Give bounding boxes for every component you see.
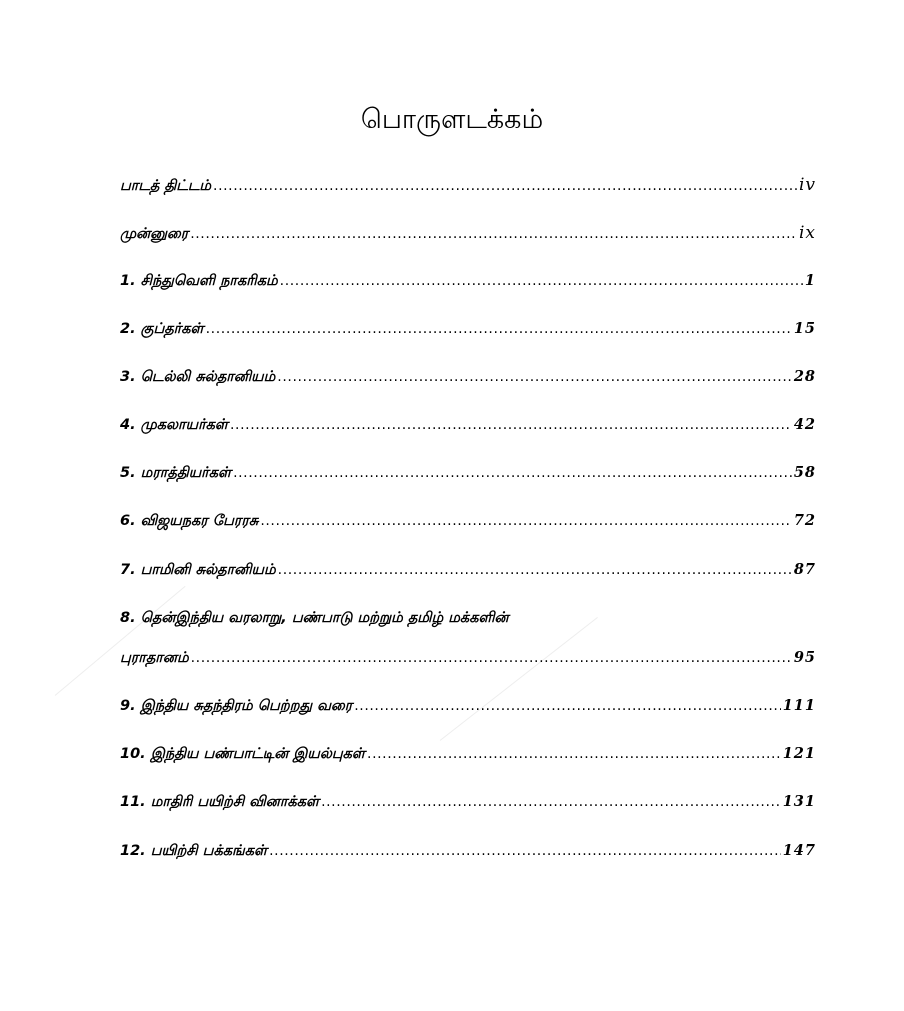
- toc-entry-label: 9. இந்திய சுதந்திரம் பெற்றது வரை: [120, 698, 353, 714]
- toc-entry-page: 121: [782, 745, 816, 762]
- toc-entry-chapter-5: [120, 458, 816, 488]
- toc-entry-page: 42: [793, 416, 816, 433]
- toc-entry-page: 131: [782, 793, 816, 810]
- toc-entry-page: 28: [793, 368, 816, 385]
- toc-entry-label: 2. குப்தர்கள்: [120, 321, 204, 337]
- dot-leader: [321, 787, 781, 817]
- toc-entry-label: 3. டெல்லி சுல்தானியம்: [120, 369, 276, 385]
- dot-leader: [269, 836, 781, 866]
- page-title: பொருளடக்கம்: [360, 104, 544, 135]
- toc-entry-label: 10. இந்திய பண்பாட்டின் இயல்புகள்: [120, 746, 366, 762]
- toc-entry-preface: [120, 218, 816, 248]
- toc-entry-chapter-2: [120, 314, 816, 344]
- toc-entry-chapter-3: [120, 362, 816, 392]
- toc-entry-chapter-7: [120, 555, 816, 585]
- toc-entry-page: 15: [793, 320, 816, 337]
- toc-entry-page: 111: [782, 697, 816, 714]
- toc-entry-chapter-8-line1: 8. தென்இந்திய வரலாறு, பண்பாடு மற்றும் தமிழ் மக்களின்: [120, 610, 509, 626]
- dot-leader: [230, 410, 792, 440]
- toc-entry-label: 7. பாமினி சுல்தானியம்: [120, 562, 276, 578]
- toc-entry-chapter-11: [120, 787, 816, 817]
- toc-entry-chapter-4: [120, 410, 816, 440]
- toc-entry-label: பாடத் திட்டம்: [120, 178, 212, 194]
- toc-entry-chapter-12: [120, 836, 816, 866]
- dot-leader: [191, 643, 792, 673]
- dot-leader: [367, 739, 781, 769]
- toc-entry-label: 5. மராத்தியர்கள்: [120, 465, 232, 481]
- toc-entry-chapter-6: [120, 506, 816, 536]
- dot-leader: [213, 171, 797, 201]
- toc-entry-chapter-10: [120, 739, 816, 769]
- toc-entry-syllabus: [120, 170, 816, 200]
- toc-entry-page: 58: [793, 464, 816, 481]
- toc-entry-page: ix: [798, 223, 816, 243]
- toc-entry-label: 12. பயிற்சி பக்கங்கள்: [120, 843, 268, 859]
- toc-entry-label: 4. முகலாயர்கள்: [120, 417, 228, 433]
- dot-leader: [280, 266, 803, 296]
- dot-leader: [354, 691, 780, 721]
- toc-entry-page: 1: [804, 272, 816, 289]
- dot-leader: [190, 219, 797, 249]
- toc-entry-label: முன்னுரை: [120, 226, 189, 242]
- toc-entry-label: 1. சிந்துவெளி நாகரிகம்: [120, 273, 278, 289]
- dot-leader: [206, 314, 792, 344]
- dot-leader: [277, 362, 792, 392]
- toc-entry-page: 95: [793, 649, 816, 666]
- scan-smudge: [440, 617, 598, 741]
- dot-leader: [278, 555, 792, 585]
- toc-entry-page: 87: [793, 561, 816, 578]
- toc-entry-chapter-1: [120, 266, 816, 296]
- toc-entry-label: புராதானம்: [120, 650, 189, 666]
- toc-entry-label: 6. விஜயநகர பேரரசு: [120, 513, 259, 529]
- toc-entry-page: iv: [798, 175, 816, 195]
- toc-entry-page: 72: [793, 512, 816, 529]
- toc-entry-label: 11. மாதிரி பயிற்சி வினாக்கள்: [120, 794, 320, 810]
- dot-leader: [233, 458, 792, 488]
- toc-entry-chapter-8: [120, 643, 816, 673]
- toc-entry-page: 147: [782, 842, 816, 859]
- dot-leader: [260, 506, 792, 536]
